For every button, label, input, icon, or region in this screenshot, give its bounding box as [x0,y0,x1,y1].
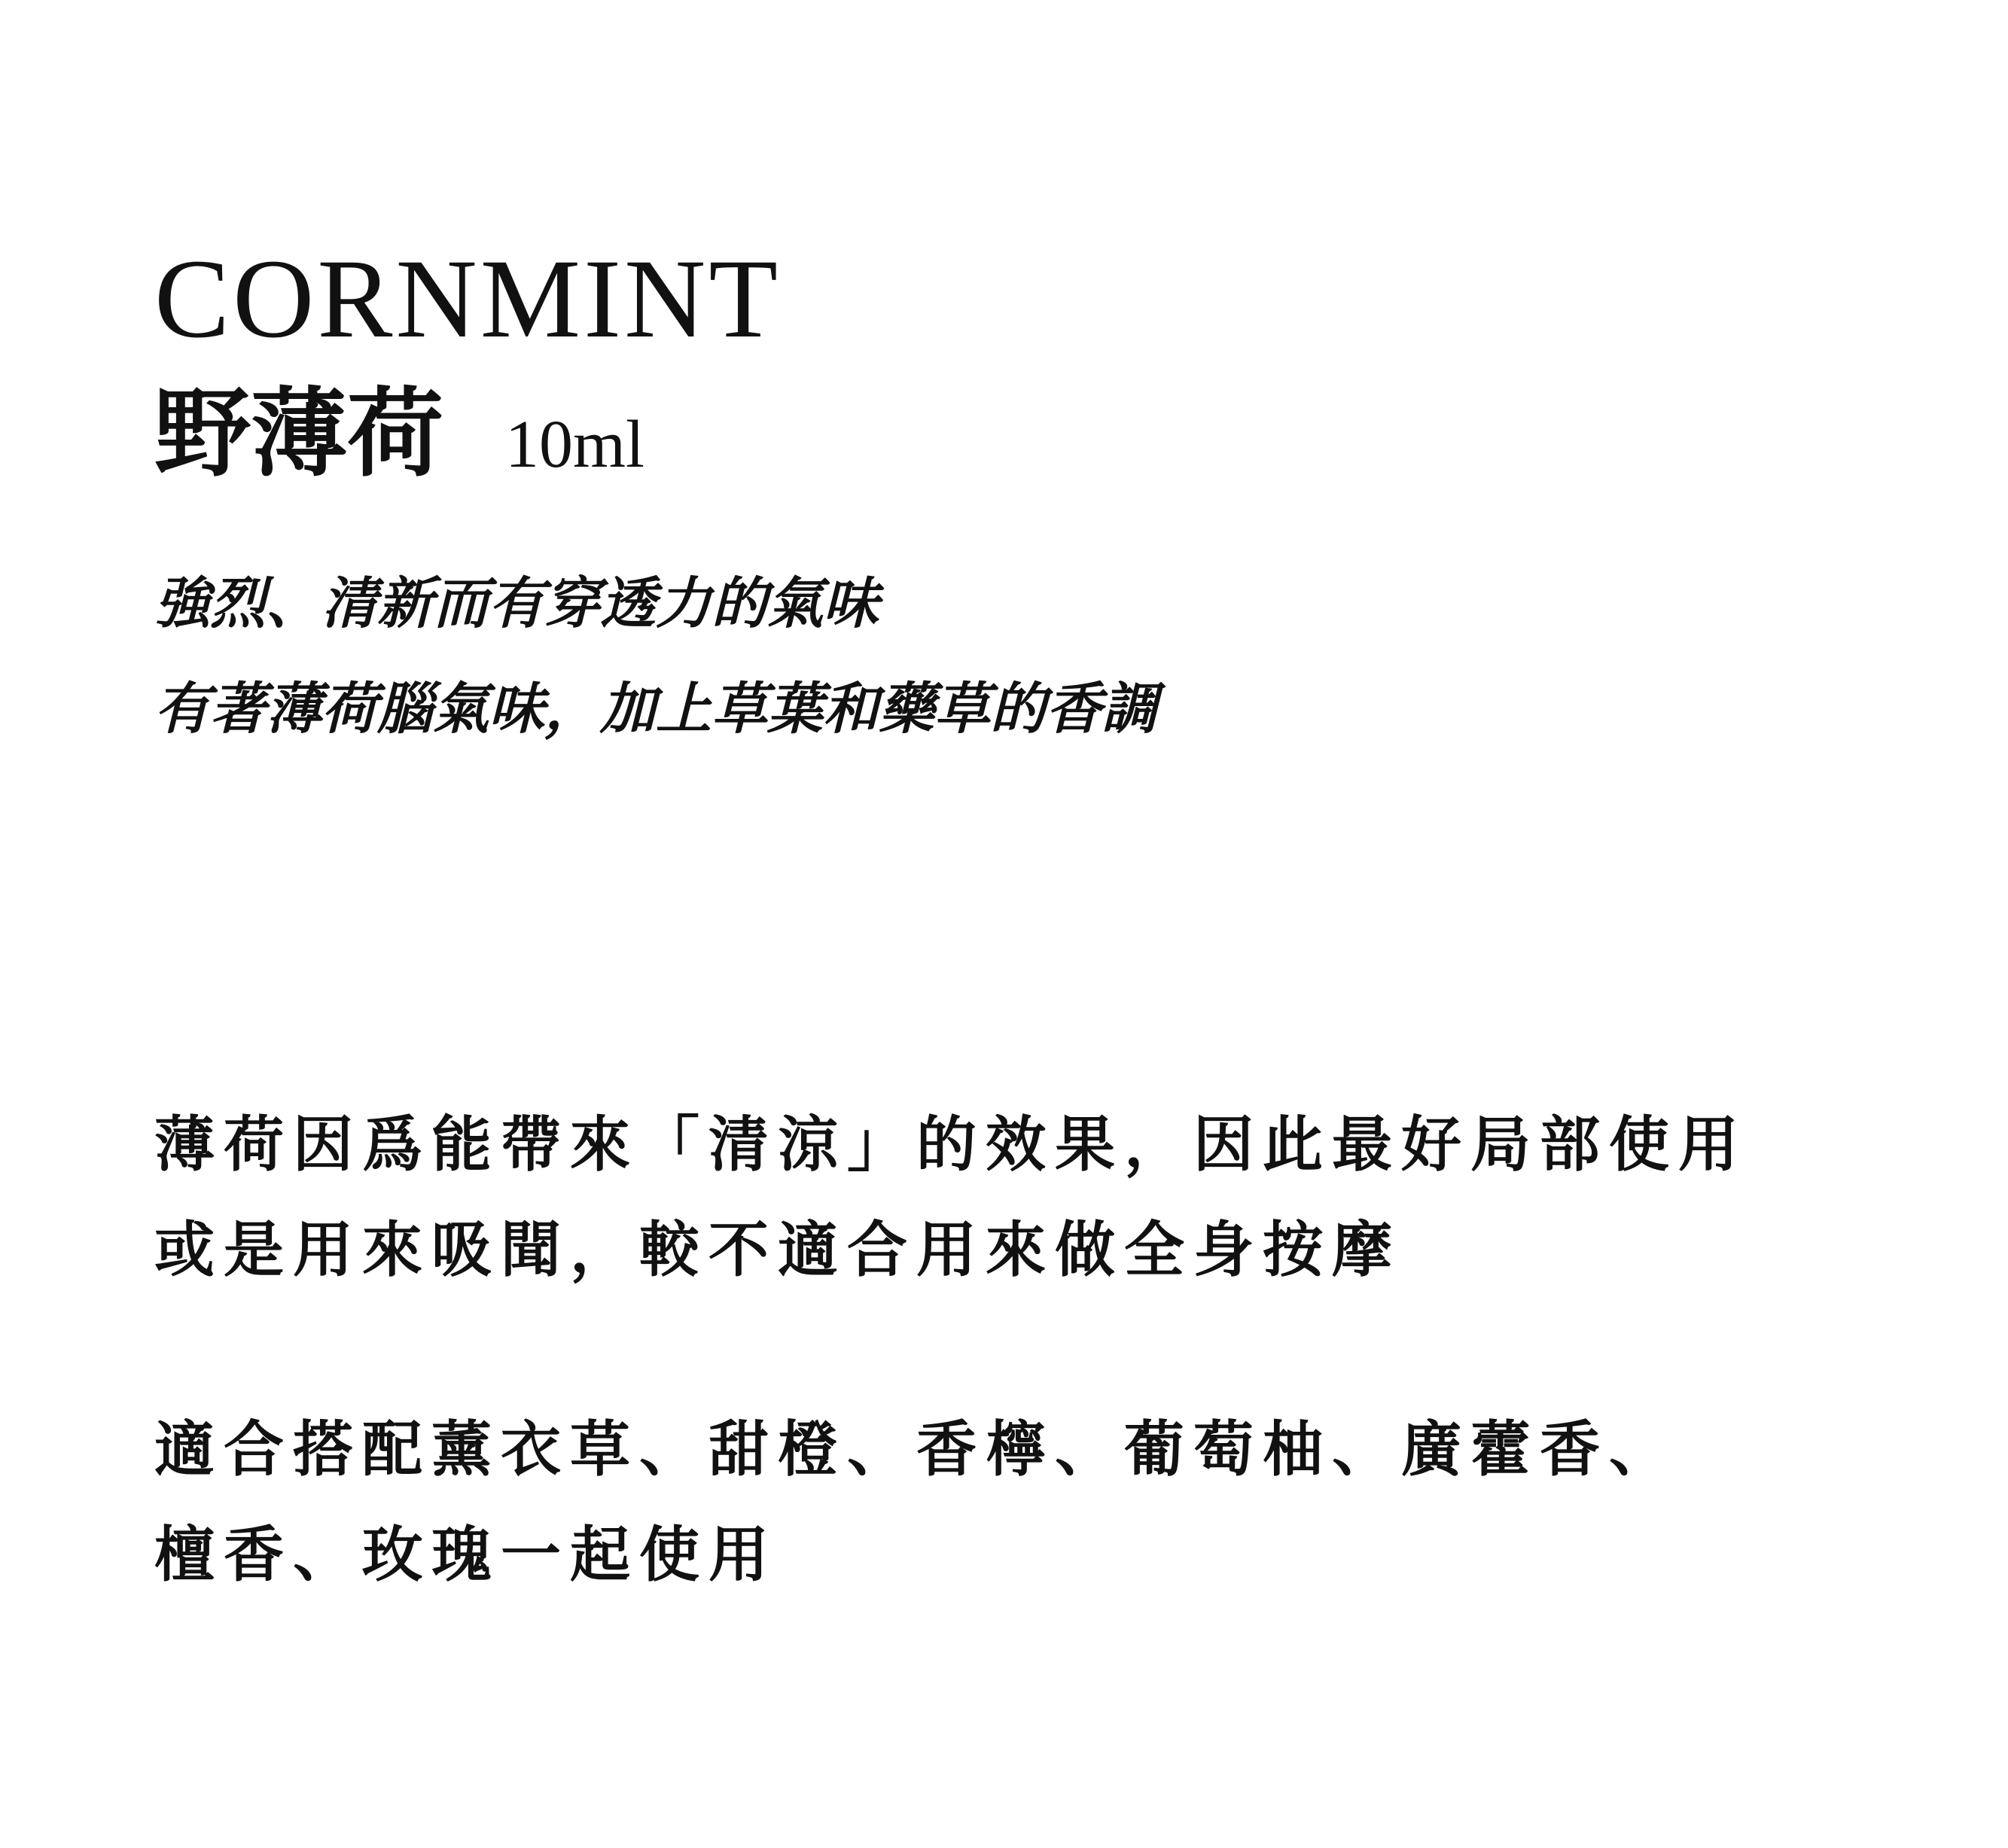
product-name-zh: 野薄荷 [154,377,444,490]
product-volume: 10ml [505,407,645,482]
product-title-row [154,377,645,490]
product-name-en: CORNMINT [154,236,782,361]
tagline-line-2: 有著薄荷腦氣味，加上草葉和藥草的香調 [154,677,1157,741]
usage-note-line-1: 薄荷因爲能帶來「清涼」的效果，因此最好局部使用 [154,1109,1747,1180]
usage-note-line-2: 或是用來吸聞，較不適合用來做全身按摩 [154,1214,1401,1285]
pairing-note-line-2: 檀香、玫瑰一起使用 [154,1519,778,1590]
tagline-line-1: 強烈、清新而有穿透力的氣味 [154,571,879,636]
pairing-note-line-1: 適合搭配薰衣草、甜橙、香檸、葡萄柚、廣藿香、 [154,1414,1678,1484]
